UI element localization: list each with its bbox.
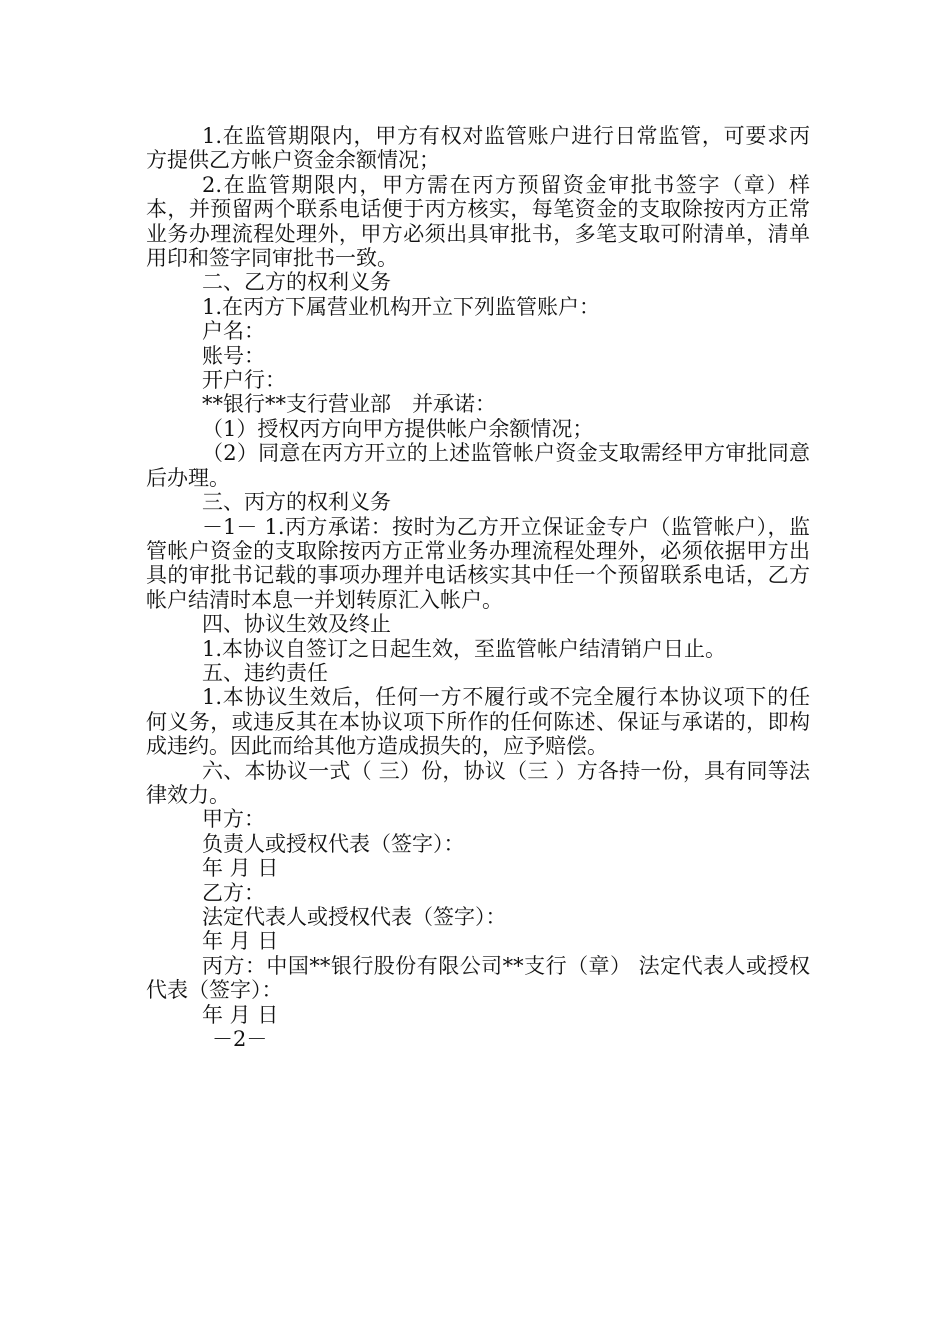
section-heading: 三、丙方的权利义务 xyxy=(202,490,391,515)
clause-paragraph: （1）授权丙方向甲方提供帐户余额情况； xyxy=(202,416,594,441)
signature-line: 负责人或授权代表（签字）： xyxy=(202,831,465,856)
account-name-field: 户名： xyxy=(202,319,265,344)
party-b-label: 乙方： xyxy=(202,880,265,905)
clause-paragraph: 1.在监管期限内，甲方有权对监管账户进行日常监管，可要求丙方提供乙方帐户资金余额情况； xyxy=(146,124,810,173)
document-body xyxy=(146,124,810,1051)
bank-branch-field: 开户行： xyxy=(202,368,286,393)
clause-paragraph: 1.在丙方下属营业机构开立下列监管账户： xyxy=(202,294,601,319)
page-number: －2－ xyxy=(212,1027,268,1052)
clause-paragraph: **银行**支行营业部 并承诺： xyxy=(202,392,496,417)
clause-paragraph: （2）同意在丙方开立的上述监管帐户资金支取需经甲方审批同意后办理。 xyxy=(146,441,810,490)
date-line: 年 月 日 xyxy=(202,856,279,881)
party-a-label: 甲方： xyxy=(202,807,265,832)
section-heading: 五、违约责任 xyxy=(202,660,328,685)
clause-paragraph: 六、本协议一式（ 三）份，协议（三 ）方各持一份，具有同等法律效力。 xyxy=(146,758,810,807)
date-line: 年 月 日 xyxy=(202,929,279,954)
clause-paragraph: －1－ 1.丙方承诺：按时为乙方开立保证金专户（监管帐户），监管帐户资金的支取除按丙方正常业务办理流程处理外，必须依据甲方出具的审批书记载的事项办理并电话核实其中任一个预留联系电话，乙方帐户结清时本息一并划转原汇入帐户。 xyxy=(146,514,810,612)
party-c-label: 丙方：中国**银行股份有限公司**支行（章） 法定代表人或授权代表（签字）： xyxy=(146,953,810,1003)
section-heading: 四、协议生效及终止 xyxy=(202,612,391,637)
section-heading: 二、乙方的权利义务 xyxy=(202,270,391,295)
clause-paragraph: 1.本协议自签订之日起生效，至监管帐户结清销户日止。 xyxy=(202,636,727,661)
signature-line: 法定代表人或授权代表（签字）： xyxy=(202,905,507,929)
account-number-field: 账号： xyxy=(202,343,265,368)
date-line: 年 月 日 xyxy=(202,1002,279,1027)
clause-paragraph: 1.本协议生效后，任何一方不履行或不完全履行本协议项下的任何义务，或违反其在本协议项下所作的任何陈述、保证与承诺的，即构成违约。因此而给其他方造成损失的，应予赔偿。 xyxy=(146,685,810,759)
clause-paragraph: 2.在监管期限内，甲方需在丙方预留资金审批书签字（章）样本，并预留两个联系电话便于丙方核实，每笔资金的支取除按丙方正常业务办理流程处理外，甲方必须出具审批书，多笔支取可附清单，清单用印和签字同审批书一致。 xyxy=(146,172,810,271)
